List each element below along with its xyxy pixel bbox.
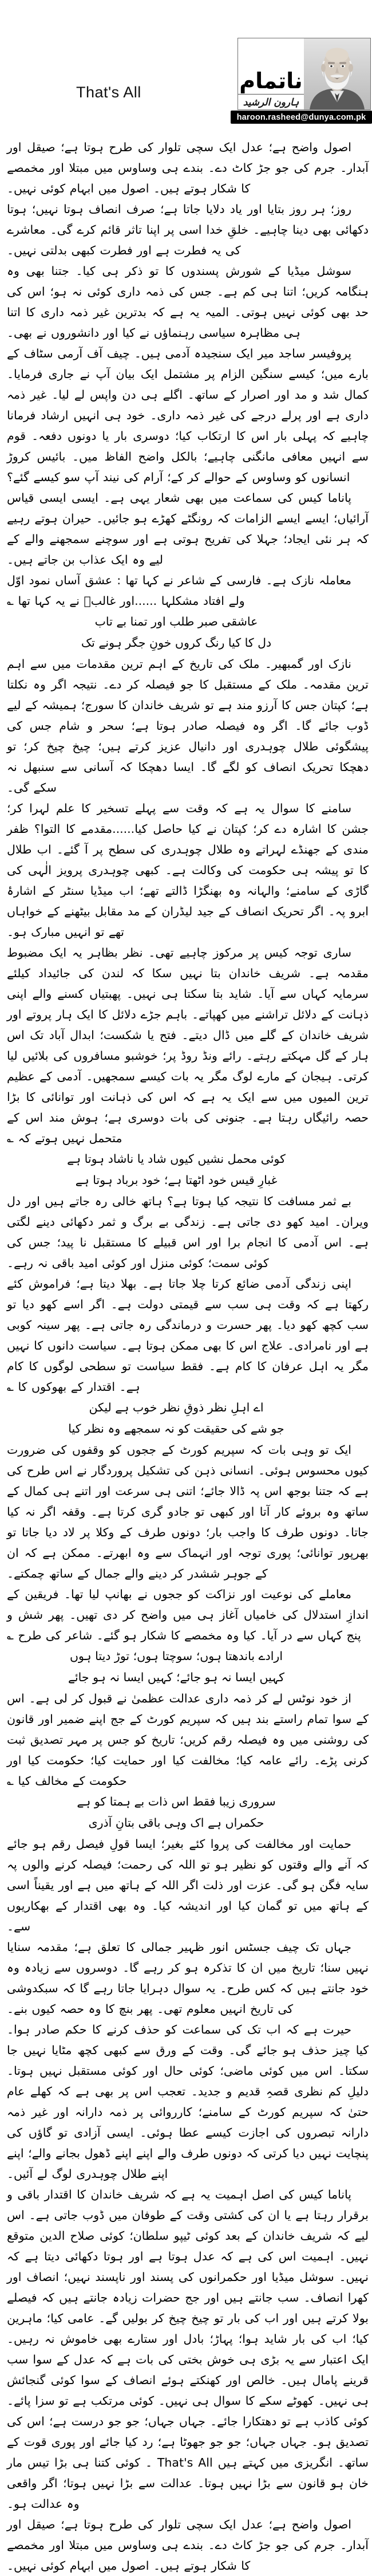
- article-paragraph: پاناما کیس کی اصل اہمیت یہ ہے کہ شریف خاندان کا اقتدار باقی و برقرار رہتا ہے یا ان کی کشتی وقت کے طوفان میں ڈوب جاتی ہے۔ اس لیے کہ شریف خاندان کے بعد کوئی ٹیپو سلطان؛ کوئی صلاح الدین متوقع نہیں۔ اہمیت اس کی ہے کہ عدل ہوتا ہے اور ہوتا دکھائی دیتا ہے کہ نہیں۔ سوشل میڈیا اور حکمرانوں کی پسند اور ناپسند نہیں؛ انصاف اور کھرا انصاف۔ سب جانتے ہیں اور جج حضرات زیادہ جانتے ہیں کہ فیصلے بولا کرتے ہیں اور اب کی بار تو چیخ چیخ کر بولیں گے۔ عامی کیا؛ ماہرین کیا؛ اب کی بار شاید ہوا؛ پہاڑ؛ بادل اور ستارے بھی خاموش نہ رہیں۔ ایک اعتبار سے یہ بڑی ہی خوش بختی کی بات ہے کہ عدل کے سوا سب قرینے پامال ہیں۔ خالص اور کھنکتے ہوئے انصاف کے سوا کوئی گنجائش ہی نہیں۔ کھوٹے سکے کا سوال ہی نہیں۔ کوئی مرتکب ہے تو سزا پائے۔ کوئی کاذب ہے تو دھتکارا جائے۔ جہاں جہاں؛ جو جو درست ہے؛ اس کی تصدیق ہو۔ جہاں جہاں؛ جو جو جھوٹا ہے؛ رد کیا جائے اور پوری قوت کے ساتھ۔ انگریزی میں کہتے ہیں That's All ۔ کوئی کتنا ہی بڑا تیس مار خان ہو قانون سے بڑا نہیں ہوتا۔ عدالت سے بڑا نہیں ہوتا؛ اگر واقعی وہ عدالت ہو۔: [7, 2188, 369, 2511]
- verse-line: اے اہلِ نظر ذوقِ نظر خوب ہے لیکن: [89, 1401, 264, 1414]
- author-left-panel: [238, 38, 304, 109]
- article-paragraph: سوشل میڈیا کے شورش پسندوں کا تو ذکر ہی کیا۔ جتنا بھی وہ ہنگامہ کریں؛ اتنا ہی کم ہے۔ جس کی ذمہ داری کوئی نہ ہو؛ اس کی حد بھی کوئی نہیں ہوتی۔ المیہ یہ ہے کہ بدترین غیر ذمہ داری کا اتنا ہی مظاہرہ سیاسی رہنماؤں نے کیا اور دانشوروں نے بھی۔: [7, 264, 369, 340]
- article-paragraph: ساری توجہ کیس پر مرکوز چاہیے تھی۔ نظر بظاہر یہ ایک مضبوط مقدمہ ہے۔ شریف خاندان بتا نہیں سکا کہ لندن کی جائیداد کیلئے سرمایہ کہاں سے آیا۔ شاید بتا سکتا ہی نہیں۔ پھبتیاں کسنے والے اپنی ذہانت کے دلائل تراشنے میں کھپاتے۔ باہم جڑے دلائل کا ایک ہار پروتے اور شریف خاندان کے گلے میں ڈال دیتے۔ فتح یا شکست؛ ابدال آباد تک اس ہار کے گل مہکتے رہتے۔ رائے ونڈ روڈ پر؛ خوشبو مسافروں کی بلائیں لیا کرتی۔ ہیجان کے مارے لوگ مگر یہ بات کیسے سمجھیں۔ آدمی کے عظیم ترین المیوں میں سے ایک یہ ہے کہ اس کی ذہانت اور توانائی کا بڑا حصہ رائیگاں رہتا ہے۔ جنونی کی بات دوسری ہے؛ ہوش مند اس کے متحمل نہیں ہوتے کہ ؎: [7, 946, 369, 1145]
- author-photo-icon: [304, 38, 370, 109]
- article-paragraph: سامنے کا سوال یہ ہے کہ وقت سے پہلے تسخیر کا علم لہرا کر؛ جشن کا اشارہ دے کر؛ کپتان نے کیا حاصل کیا......مقدمے کا التوا؟ ظفر مندی کے جھنڈے لہراتے وہ طلال چوہدری کی سطح پر آ گئے۔ اب طلال کا تو پیشہ ہی حکومت کی وکالت ہے۔ کبھی چوہدری پرویز الٰہی کی گاڑی کے سامنے؛ والہانہ وہ بھنگڑا ڈالتے تھے؛ اب میڈیا سنٹر کے اشارۂ ابرو پہ۔ اگر تحریک انصاف کے جید لیڈران کے مد مقابل بیٹھنے کے خواہاں تھے تو انہیں مبارک ہو۔: [7, 801, 369, 939]
- author-signature-wrap: [238, 94, 304, 109]
- article-paragraph: پاناما کیس کی سماعت میں بھی شعار یہی ہے۔ ایسی ایسی قیاس آرائیاں؛ ایسے ایسے الزامات کہ رونگٹے کھڑے ہو جائیں۔ حیران ہوتے رہیے کہ ہر نئی ایجاد؛ جہلا کی تفریح ہوتی ہے اور سوچنے سمجھنے والے کے لیے وہ ایک عذاب بن جاتے ہیں۔: [7, 491, 369, 567]
- verse-line: کہیں ایسا نہ ہو جائے؛ کہیں ایسا نہ ہو جائے: [68, 1670, 285, 1684]
- verse-line: جو شے کی حقیقت کو نہ سمجھے وہ نظر کیا: [68, 1422, 284, 1436]
- column-logo-natamam: ناتمام: [239, 68, 303, 93]
- article-paragraph: بے ثمر مسافت کا نتیجہ کیا ہوتا ہے؟ ہاتھ خالی رہ جاتے ہیں اور دل ویران۔ امید کھو دی جاتی ہے۔ زندگی بے برگ و ثمر دکھائی دینے لگتی ہے۔ اس آدمی کا انجام برا اور اس قبیلے کا مستقبل نا پید؛ جس کی کوئی سمت؛ کوئی منزل اور کوئی امید باقی نہ رہے۔: [7, 1194, 369, 1270]
- author-email-bar: [231, 111, 372, 124]
- article-paragraph: پروفیسر ساجد میر ایک سنجیدہ آدمی ہیں۔ چیف آف آرمی سٹاف کے بارے میں؛ کیسے سنگین الزام پر مشتمل ایک بیان آپ نے جاری فرمایا۔ کمال شد و مد اور اصرار کے ساتھ۔ اگلے ہی دن واپس لے لیا۔ غیر ذمہ داری ہے اور پرلے درجے کی غیر ذمہ داری۔ خود ہی انہیں ارشاد فرمانا چاہیے کہ پہلی بار اس کا ارتکاب کیا؛ دوسری بار یا دونوں دفعہ۔ قوم سے انہیں معافی مانگنی چاہیے؛ بالکل واضح الفاظ میں۔ بائیس کروڑ انسانوں کو وساوس کے حوالے کر کے؛ آرام کی نیند آپ سو کیسے گئے؟: [7, 347, 369, 484]
- article-paragraph: جہاں تک چیف جسٹس انور ظہیر جمالی کا تعلق ہے؛ مقدمہ سنایا نہیں سنا؛ تاریخ میں ان کا تذکرہ ہو کر رہے گا۔ دوسروں سے زیادہ وہ خود جانتے ہیں کہ کس طرح۔ یہ سوال دہرایا جاتا رہے گا کہ سبکدوشی کی تاریخ انہیں معلوم تھی۔ پھر بنچ کا وہ حصہ کیوں بنے۔: [7, 1940, 369, 2016]
- verse-line: عاشقی صبر طلب اور تمنا بے تاب: [94, 615, 258, 628]
- article-paragraph: ایک تو وہی بات کہ سپریم کورٹ کے ججوں کو وقفوں کی ضرورت کیوں محسوس ہوئی۔ انسانی ذہن کی تشکیل پروردگار نے اس طرح کی ہے کہ جتنا بوجھ اس پہ ڈالا جائے؛ اتنی ہی سرعت اور اتنے ہی کمال کے ساتھ وہ بروئے کار آتا اور کبھی تو جادو گری کرتا ہے۔ وقفہ اگر نہ کیا جاتا۔ دونوں طرف کا واجب بار؛ دونوں طرف کے وکلا پر لاد دیا جاتا تو بھرپور توانائی؛ پوری توجہ اور انہماک سے وہ ابھرتے۔ ممکن ہے کہ ان کے جوہر ششدر کر دینے والے جمال کے ساتھ چمکتے۔: [7, 1443, 369, 1580]
- author-email: haroon.rasheed@dunya.com.pk: [236, 112, 366, 122]
- author-name: ہارون الرشید: [243, 97, 299, 108]
- article-paragraph: روز؛ ہر روز بتایا اور یاد دلایا جاتا ہے؛ صرف انصاف ہوتا نہیں؛ ہوتا دکھائی بھی دینا چاہیے۔ خلقِ خدا اسی پر اپنا تاثر قائم کرے گی۔ معاشرے کی یہ فطرت ہے اور فطرت کبھی بدلتی نہیں۔: [7, 202, 369, 257]
- page-title: That's All: [76, 84, 141, 101]
- article-paragraph: معاملے کی نوعیت اور نزاکت کو ججوں نے بھانپ لیا تھا۔ فریقین کے اندازِ استدلال کی خامیاں آغاز ہی میں واضح کر دی تھیں۔ پھر شش و پنج کہاں سے در آیا۔ کیا وہ مخمصے کا شکار ہو گئے۔ شاعر کی طرح ؎: [7, 1587, 369, 1642]
- article-paragraph: حیرت ہے کہ اب تک کی سماعت کو حذف کرنے کا حکم صادر ہوا۔ کیا چیز حذف ہو جائے گی۔ وقت کے ورق سے کبھی کچھ مٹایا نہیں جا سکتا۔ اس میں کوئی ماضی؛ کوئی حال اور کوئی مستقبل نہیں ہوتا۔ دلیلِ کم نظری قصہِ قدیم و جدید۔ تعجب اس پر بھی ہے کہ کھلے عام حتیٰ کہ سپریم کورٹ کے سامنے؛ کارروائی پر ذمہ دارانہ اور غیر ذمہ دارانہ تبصروں کی اجازت کیسے عطا ہوئی۔ ایسی آزادی تو گاؤں کی پنچایت نہیں دیا کرتی کہ دونوں طرف والے اپنے اپنے ڈھول بجانے والے؛ اپنے اپنے طلال چوہدری لوگ لے آئیں۔: [7, 2023, 369, 2181]
- verse-line: حکمراں ہے اک وہی باقی بتانِ آذری: [88, 1816, 264, 1830]
- article-paragraph: اصول واضح ہے؛ عدل ایک سچی تلوار کی طرح ہوتا ہے؛ صیقل اور آبدار۔ جرم کی جو جڑ کاٹ دے۔ بندے ہی وساوس میں مبتلا اور مخمصے کا شکار ہوتے ہیں۔ اصول میں ابہام کوئی نہیں۔: [7, 140, 369, 195]
- verse-line: کوئی محمل نشیں کیوں شاد یا ناشاد ہوتا ہے: [67, 1152, 286, 1166]
- verse-line: سروری زیبا فقط اس ذات بے ہمتا کو ہے: [77, 1795, 276, 1808]
- verse-line: غبارِ قیس خود اٹھتا ہے؛ خود برباد ہوتا ہے: [75, 1173, 278, 1187]
- author-box: [238, 38, 371, 110]
- article-paragraph: اپنی زندگی آدمی ضائع کرتا چلا جاتا ہے۔ بھلا دیتا ہے؛ فراموش کئے رکھتا ہے کہ وقت ہی سب سے قیمتی دولت ہے۔ اگر اسے کھو دیا تو سب کچھ کھو دیا۔ پھر حسرت و درماندگی رہ جاتی ہے۔ پھر سینہ کوبی ہے اور نامرادی۔ علاج اس کا بھی ممکن ہوتا ہے۔ سیاست دانوں کا نہیں مگر یہ اہل عرفان کا کام ہے۔ فقط سیاست تو سطحی لوگوں کا کام ہے۔ اقتدار کے بھوکوں کا ؎: [7, 1277, 369, 1394]
- verse-line: ارادے باندھتا ہوں؛ سوچتا ہوں؛ توڑ دیتا ہوں: [69, 1649, 283, 1663]
- article-paragraph: معاملہ نازک ہے۔ فارسی کے شاعر نے کہا تھا : عشق آساں نمود اوّل ولے افتاد مشکلہا ......اور غالبؔ نے یہ کہا تھا ؎: [7, 573, 351, 608]
- article-paragraph: از خود نوٹس لے کر ذمہ داری عدالت عظمیٰ نے قبول کر لی ہے۔ اس کے سوا تمام راستے بند ہیں کہ سپریم کورٹ کے جج اپنے ضمیر اور قانون کی روشنی میں وہ فیصلہ رقم کریں؛ تاریخ کو جس پر مہر تصدیق ثبت کرنی پڑے۔ رائے عامہ کیا؛ مخالفت کیا اور حمایت کیا؛ حکومت کیا اور حکومت کے مخالف کیا ؎: [7, 1692, 369, 1788]
- article-paragraph: نازک اور گمبھیر۔ ملک کی تاریخ کے اہم ترین مقدمات میں سے اہم ترین مقدمہ۔ ملک کے مستقبل کا جو فیصلہ کر دے۔ نتیجہ اگر وہ نکلتا ہے؛ کپتان جس کا آرزو مند ہے تو شریف خاندان کا سورج؛ ہمیشہ کے لیے ڈوب جائے گا۔ اگر وہ فیصلہ صادر ہوتا ہے؛ سحر و شام جس کی پیشگوئی طلال چوہدری اور دانیال عزیز کرتے ہیں؛ چیخ چیخ کر؛ تو دھچکا تحریک انصاف کو لگے گا۔ ایسا دھچکا کہ آسانی سے سنبھل نہ سکے گی۔: [7, 657, 369, 795]
- article-paragraph: حمایت اور مخالفت کی پروا کئے بغیر؛ ایسا قولِ فیصل رقم ہو جائے کہ آنے والے وقتوں کو نظیر ہو تو اللہ کی رحمت؛ فیصلہ کرنے والوں پہ سایہ فگن ہو گی۔ عزت اور ذلت اگر اللہ کے ہاتھ میں ہے اور یقیناً اسی کے ہاتھ میں تو گمان کیا اور اندیشہ کیا۔ وہ بھی اقتدار کے بھکاریوں سے۔: [7, 1837, 369, 1933]
- article-paragraph: اصول واضح ہے؛ عدل ایک سچی تلوار کی طرح ہوتا ہے؛ صیقل اور آبدار۔ جرم کی جو جڑ کاٹ دے۔ بندے ہی وساوس میں مبتلا اور مخمصے کا شکار ہوتے ہیں۔ اصول میں ابہام کوئی نہیں۔: [7, 2518, 369, 2573]
- author-photo: [304, 38, 370, 109]
- column-header: [0, 0, 372, 133]
- article-body: [0, 135, 372, 2576]
- verse-line: دل کا کیا رنگ کروں خونِ جگر ہونے تک: [81, 636, 272, 650]
